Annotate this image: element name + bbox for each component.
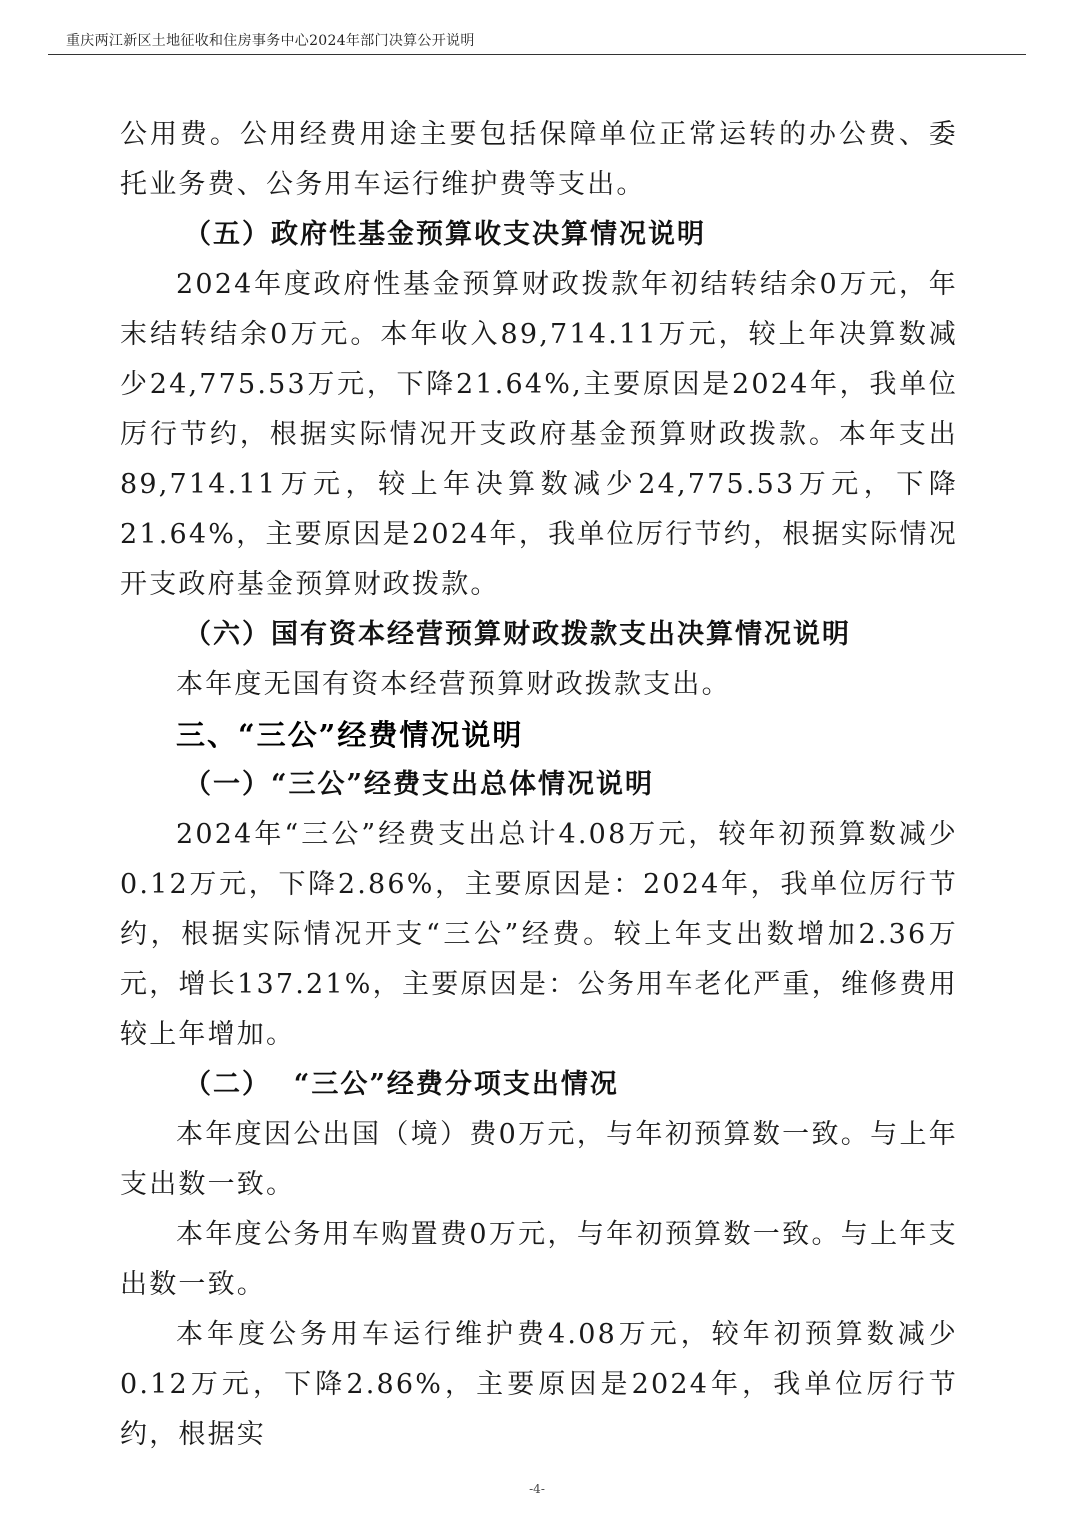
paragraph-overall-expenses: 2024年“三公”经费支出总计4.08万元，较年初预算数减少0.12万元，下降2.86%，主要原因是：2024年，我单位厉行节约，根据实际情况开支“三公”经费。较上年支出数增加2.36万元，增长137.21%，主要原因是：公务用车老化严重，维修费用较上年增加。 xyxy=(120,819,958,1050)
paragraph-vehicle-maintenance: 本年度公务用车运行维护费4.08万元，较年初预算数减少0.12万元，下降2.86%，主要原因是2024年，我单位厉行节约，根据实 xyxy=(120,1319,958,1450)
section-heading-state-capital: （六）国有资本经营预算财政拨款支出决算情况说明 xyxy=(184,619,851,650)
section-heading-government-fund: （五）政府性基金预算收支决算情况说明 xyxy=(184,219,706,250)
paragraph-vehicle-purchase: 本年度公务用车购置费0万元，与年初预算数一致。与上年支出数一致。 xyxy=(120,1219,958,1300)
page-number: -4- xyxy=(529,1482,545,1496)
paragraph-overseas-travel: 本年度因公出国（境）费0万元，与年初预算数一致。与上年支出数一致。 xyxy=(120,1119,958,1200)
document-header-title: 重庆两江新区土地征收和住房事务中心2024年部门决算公开说明 xyxy=(66,33,475,49)
document-body xyxy=(120,110,958,1460)
section-heading-overall-expenses: （一）“三公”经费支出总体情况说明 xyxy=(184,769,655,800)
paragraph-state-capital: 本年度无国有资本经营预算财政拨款支出。 xyxy=(176,669,731,700)
header-divider xyxy=(48,54,1026,55)
paragraph-government-fund: 2024年度政府性基金预算财政拨款年初结转结余0万元，年末结转结余0万元。本年收入89,714.11万元，较上年决算数减少24,775.53万元，下降21.64%,主要原因是2024年，我单位厉行节约，根据实际情况开支政府基金预算财政拨款。本年支出89,714.11万元，较上年决算数减少24,775.53万元，下降21.64%，主要原因是2024年，我单位厉行节约，根据实际情况开支政府基金预算财政拨款。 xyxy=(120,269,958,600)
section-heading-three-public-expenses: 三、“三公”经费情况说明 xyxy=(176,718,524,752)
section-heading-itemized-expenses: （二） “三公”经费分项支出情况 xyxy=(184,1069,619,1100)
paragraph-public-expense-continued: 公用费。公用经费用途主要包括保障单位正常运转的办公费、委托业务费、公务用车运行维护费等支出。 xyxy=(120,119,958,200)
